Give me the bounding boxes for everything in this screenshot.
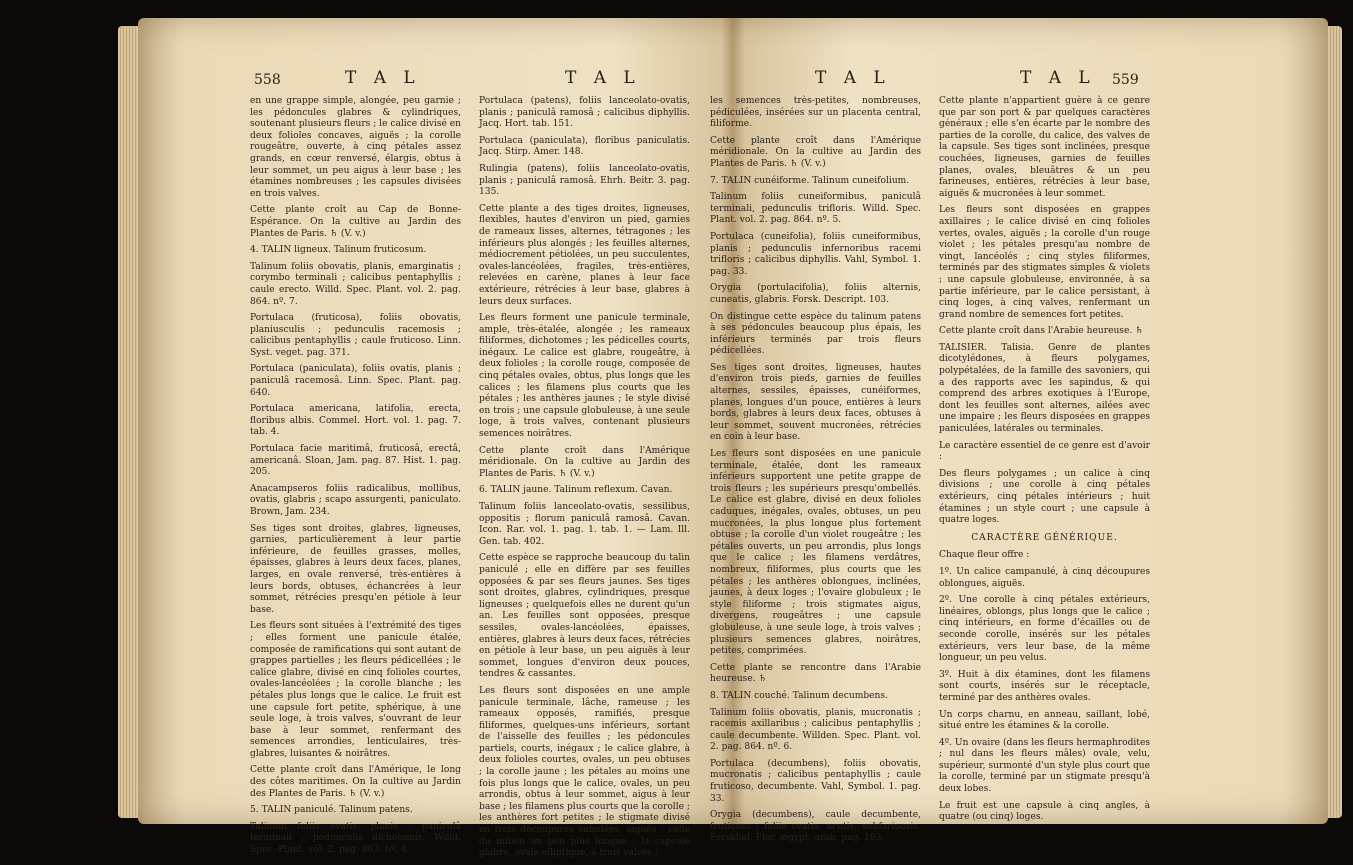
paragraph: Talinum foliis ovatis, planis ; paniculâ terminali ; pedunculis dichotomis. Willd. Spec. Plant. vol. 2. pag. 863. nº. 4. xyxy=(250,821,461,856)
left-page-column-1 xyxy=(250,96,461,865)
paragraph: Ses tiges sont droites, ligneuses, hautes d'environ trois pieds, garnies de feuilles alternes, sessiles, épaisses, cunéiformes, planes, longues d'un pouce, entières à leurs bords, glabres à leurs deux faces, obtuses à leur sommet, souvent mucronées, rétrécies en coin à leur base. xyxy=(710,362,921,443)
paragraph: Cette plante a des tiges droites, ligneuses, flexibles, hautes d'environ un pied, garnies de rameaux lisses, alternes, tétragones ; les inférieurs plus alongés ; les feuilles alternes, médiocrement pétiolées, un peu succulentes, ovales-lancéolées, fragiles, très-entières, relevées en carène, planes à leur face extérieure, rétrécies à leur base, glabres à leurs deux surfaces. xyxy=(479,203,690,307)
paragraph: 6. TALIN jaune. Talinum reflexum. Cavan. xyxy=(479,485,673,496)
paragraph: Cette plante croît au Cap de Bonne-Espérance. On la cultive au Jardin des Plantes de Paris. ♄ (V. v.) xyxy=(250,205,461,239)
paragraph: Portulaca (decumbens), foliis obovatis, mucronatis ; calicibus pentaphyllis ; caule fruticoso, decumbente. Vahl, Symbol. 1. pag. 33. xyxy=(710,758,921,804)
paragraph: Rulingia (patens), foliis lanceolato-ovatis, planis ; paniculâ ramosâ. Ehrh. Beitr. 3. pag. 135. xyxy=(479,163,690,198)
paragraph: Portulaca (patens), foliis lanceolato-ovatis, planis ; paniculâ ramosâ ; calicibus diphyllis. Jacq. Hort. tab. 151. xyxy=(479,96,690,130)
paragraph: Talinum foliis lanceolato-ovatis, sessilibus, oppositis ; florum paniculâ ramosâ. Cavan. Icon. Rar. vol. 1. pag. 1. tab. 1. — Lam. Ill. Gen. tab. 402. xyxy=(479,502,690,547)
paragraph: les semences très-petites, nombreuses, pédiculées, insérées sur un placenta central, filiforme. xyxy=(710,96,921,130)
paragraph: Portulaca (paniculata), floribus paniculatis. Jacq. Stirp. Amer. 148. xyxy=(479,135,690,158)
right-page-column-1 xyxy=(710,96,921,850)
running-head-right: T A L xyxy=(565,68,641,88)
paragraph: Talinum foliis cuneiformibus, paniculâ terminali, pedunculis trifloris. Willd. Spec. Plant. vol. 2. pag. 864. nº. 5. xyxy=(710,192,921,226)
paragraph: TALISIER. Talisia. Genre de plantes dicotylédones, à fleurs polygames, polypétalées, de la famille des savoniers, qui a des rapports avec les sapindus, & qui comprend des arbres exotiques à l'Europe, dont les feuilles sont alternes, ailées avec une impaire ; les fleurs disposées en grappes paniculées, latérales ou terminales. xyxy=(939,342,1150,435)
running-head-right: T A L xyxy=(1020,68,1096,88)
paragraph: Talinum foliis obovatis, planis, mucronatis ; racemis axillaribus ; calicibus pentaphyllis ; caule decumbente. Willden. Spec. Plant. vol. 2. pag. 864. nº. 6. xyxy=(710,707,921,753)
paragraph: Anacampseros foliis radicalibus, mollibus, ovatis, glabris ; scapo assurgenti, paniculato. Brown, Jam. 234. xyxy=(250,483,461,517)
paragraph: Les fleurs sont disposées en une panicule terminale, étalée, dont les rameaux inférieurs supportent une petite grappe de trois fleurs ; les supérieurs presqu'ombellés. Le calice est glabre, divisé en deux folioles caduques, inégales, ovales, obtuses, un peu mucronées, la plus longue plus fortement obtuse ; la corolle d'un violet rougeâtre ; les pétales ouverts, un peu arrondis, plus longs que le calice ; les filamens verdâtres, nombreux, filiformes, plus courts que les pétales ; les anthères oblongues, inclinées, jaunes, à deux loges ; l'ovaire globuleux ; le style filiforme ; trois stigmates aigus, divergens, rougeâtres ; une capsule globuleuse, à une seule loge, à trois valves ; plusieurs semences glabres, noirâtres, petites, comprimées. xyxy=(710,449,921,657)
paragraph: Cette plante n'appartient guère à ce genre que par son port & par quelques caractères généraux ; elle s'en écarte par le nombre des parties de la corolle, du calice, des valves de la capsule. Ses tiges sont inclinées, presque couchées, ligneuses, garnies de feuilles planes, ovales, bleuâtres & un peu farineuses, entières, rétrécies à leur base, aiguës & mucronées à leur sommet. xyxy=(939,96,1150,199)
paragraph: Des fleurs polygames ; un calice à cinq divisions ; une corolle à cinq pétales extérieurs, cinq pétales intérieurs ; huit étamines ; un style court ; une capsule à quatre loges. xyxy=(939,468,1150,526)
paragraph: Orygia (decumbens), caule decumbente, fruticoso ; foliis ovatis, acutis, subfarinosis. Forskhal, Flor. ægypt.-arab. pag. 103. xyxy=(710,810,921,844)
paragraph: 4º. Un ovaire (dans les fleurs hermaphrodites ; nul dans les fleurs mâles) ovale, velu, supérieur, surmonté d'un style plus court que la corolle, terminé par un stigmate presqu'à deux lobes. xyxy=(939,737,1150,795)
left-page-column-2 xyxy=(479,96,690,865)
paragraph: Les fleurs sont situées à l'extrémité des tiges ; elles forment une panicule étalée, composée de ramifications qui sont autant de grappes partielles ; les fleurs pédicellées ; le calice glabre, divisé en cinq folioles courtes, ovales-lancéolées ; la corolle blanche ; les pétales plus longs que le calice. Le fruit est une capsule fort petite, sphérique, à une seule loge, à trois valves, s'ouvrant de leur base à leur sommet, renfermant des semences arrondies, lenticulaires, très-glabres, luisantes & noirâtres. xyxy=(250,621,461,759)
paragraph: Les fleurs sont disposées en grappes axillaires ; le calice divisé en cinq folioles vertes, ovales, aiguës ; la corolle d'un rouge violet ; les pétales presqu'au nombre de vingt, lancéolés ; cinq styles filiformes, terminés par des stigmates simples & violets ; une capsule globuleuse, environnée, à sa partie inférieure, par le calice persistant, à cinq loges, à cinq valves, renfermant un grand nombre de semences fort petites. xyxy=(939,205,1150,320)
paragraph: Cette espèce se rapproche beaucoup du talin paniculé ; elle en diffère par ses feuilles opposées & par ses fleurs jaunes. Ses tiges sont droites, glabres, cylindriques, presque ligneuses ; quelquefois elles ne durent qu'un an. Les feuilles sont opposées, presque sessiles, ovales-lancéolées, épaisses, entières, glabres à leurs deux faces, rétrécies en pétiole à leur base, un peu aiguës à leur sommet, longues d'environ deux pouces, tendres & cassantes. xyxy=(479,553,690,680)
paragraph: CARACTÈRE GÉNÉRIQUE. xyxy=(971,532,1118,543)
paragraph: Cette plante croît dans l'Amérique, le long des côtes maritimes. On la cultive au Jardin des Plantes de Paris. ♄ (V. v.) xyxy=(250,765,461,799)
running-head-left: T A L xyxy=(815,68,891,88)
paragraph: 1º. Un calice campanulé, à cinq découpures oblongues, aiguës. xyxy=(939,566,1150,589)
paragraph: Les fleurs sont disposées en une ample panicule terminale, lâche, rameuse ; les rameaux opposés, ramifiés, presque filiformes, quelques-uns inférieurs, sortant de l'aisselle des feuilles ; les pédoncules partiels, courts, inégaux ; le calice glabre, à deux folioles courtes, ovales, un peu obtuses ; la corolle jaune ; les pétales au moins une fois plus longs que le calice, ovales, un peu arrondis, obtus à leur sommet, aigus à leur base ; les filamens plus courts que la corolle ; les anthères fort petites ; le stigmate divisé en trois découpures subulées, aiguës ; celle du milieu un peu plus longue ; la capsule glabre, ovale-elliptique, à trois valves ; xyxy=(479,685,690,859)
paragraph: Portulaca americana, latifolia, erecta, floribus albis. Commel. Hort. vol. 1. pag. 7. tab. 4. xyxy=(250,404,461,438)
paragraph: Les fleurs forment une panicule terminale, ample, très-étalée, alongée ; les rameaux filiformes, dichotomes ; les pédicelles courts, inégaux. Le calice est glabre, rougeâtre, à deux folioles ; la corolle rouge, composée de cinq pétales ovales, obtus, plus longs que les calices ; les filamens plus courts que les pétales ; les anthères jaunes ; le style divisé en trois ; une capsule globuleuse, à une seule loge, à trois valves, contenant plusieurs semences noirâtres. xyxy=(479,313,690,440)
right-page xyxy=(710,50,1150,844)
paragraph: 8. TALIN couché. Talinum decumbens. xyxy=(710,690,888,701)
paragraph: Orygia (portulacifolia), foliis alternis, cuneatis, glabris. Forsk. Descript. 103. xyxy=(710,283,921,305)
left-page-header xyxy=(250,50,690,88)
paragraph: Un corps charnu, en anneau, saillant, lobé, situé entre les étamines & la corolle. xyxy=(939,709,1150,732)
paragraph: Chaque fleur offre : xyxy=(939,550,1030,561)
paragraph: 5. TALIN paniculé. Talinum patens. xyxy=(250,805,413,816)
running-head-left: T A L xyxy=(345,68,421,88)
paragraph: Cette plante croît dans l'Amérique méridionale. On la cultive au Jardin des Plantes de Paris. ♄ (V. v.) xyxy=(710,135,921,169)
left-page xyxy=(250,50,690,859)
paragraph: Talinum foliis obovatis, planis, emarginatis ; corymbo terminali ; calicibus pentaphyllis ; caule erecto. Willd. Spec. Plant. vol. 2. pag. 864. nº. 7. xyxy=(250,261,461,307)
paragraph: Portulaca (fruticosa), foliis obovatis, planiusculis ; pedunculis racemosis ; calicibus pentaphyllis ; caule fruticoso. Linn. Syst. veget. pag. 371. xyxy=(250,313,461,358)
right-page-column-2 xyxy=(939,96,1150,850)
paragraph: Portulaca (cuneifolia), foliis cuneiformibus, planis ; pedunculis infernoribus racemi trifloris ; calicibus diphyllis. Vahl, Symbol. 1. pag. 33. xyxy=(710,231,921,277)
page-number: 558 xyxy=(254,72,281,88)
paragraph: Portulaca (paniculata), foliis ovatis, planis ; paniculâ racemosâ. Linn. Spec. Plant. pag. 640. xyxy=(250,364,461,398)
paragraph: 7. TALIN cunéiforme. Talinum cuneifolium. xyxy=(710,175,910,186)
paragraph: Cette plante se rencontre dans l'Arabie heureuse. ♄ xyxy=(710,662,921,685)
page-number: 559 xyxy=(1112,72,1139,88)
paragraph: 2º. Une corolle à cinq pétales extérieurs, linéaires, oblongs, plus longs que le calice ; cinq intérieurs, en forme d'écailles ou de seconde corolle, insérés sur les pétales extérieurs, vers leur base, de la même longueur, un peu velus. xyxy=(939,595,1150,664)
paragraph: 3º. Huit à dix étamines, dont les filamens sont courts, insérés sur le réceptacle, terminé par des anthères ovales. xyxy=(939,669,1150,703)
paragraph: Le fruit est une capsule à cinq angles, à quatre (ou cinq) loges. xyxy=(939,800,1150,823)
paragraph: Cette plante croît dans l'Amérique méridionale. On la cultive au Jardin des Plantes de Paris. ♄ (V. v.) xyxy=(479,445,690,479)
right-page-header xyxy=(710,50,1150,88)
paragraph: en une grappe simple, alongée, peu garnie ; les pédoncules glabres & cylindriques, soutenant plusieurs fleurs ; le calice divisé en deux folioles concaves, aiguës ; la corolle rougeâtre, ouverte, à cinq pétales assez grands, en cœur renversé, élargis, obtus à leur sommet, un peu aigus à leur base ; les étamines nombreuses ; les capsules divisées en trois valves. xyxy=(250,96,462,199)
paragraph: On distingue cette espèce du talinum patens à ses pédoncules beaucoup plus épais, les inférieurs terminés par trois fleurs pédicellées. xyxy=(710,311,921,357)
paragraph: Ses tiges sont droites, glabres, ligneuses, garnies, particulièrement à leur partie inférieure, de feuilles grasses, molles, épaisses, glabres à leurs deux faces, planes, larges, en ovale renversé, très-entières à leurs bords, obtuses, échancrées à leur sommet, rétrécies presqu'en pétiole à leur base. xyxy=(250,523,461,615)
paragraph: Portulaca facie maritimâ, fruticosâ, erectâ, americanâ. Sloan, Jam. pag. 87. Hist. 1. pag. 205. xyxy=(250,444,461,478)
paragraph: 4. TALIN ligneux. Talinum fruticosum. xyxy=(250,245,427,256)
paragraph: Cette plante croît dans l'Arabie heureuse. ♄ xyxy=(939,326,1144,337)
paragraph: Le caractère essentiel de ce genre est d'avoir : xyxy=(939,440,1150,463)
